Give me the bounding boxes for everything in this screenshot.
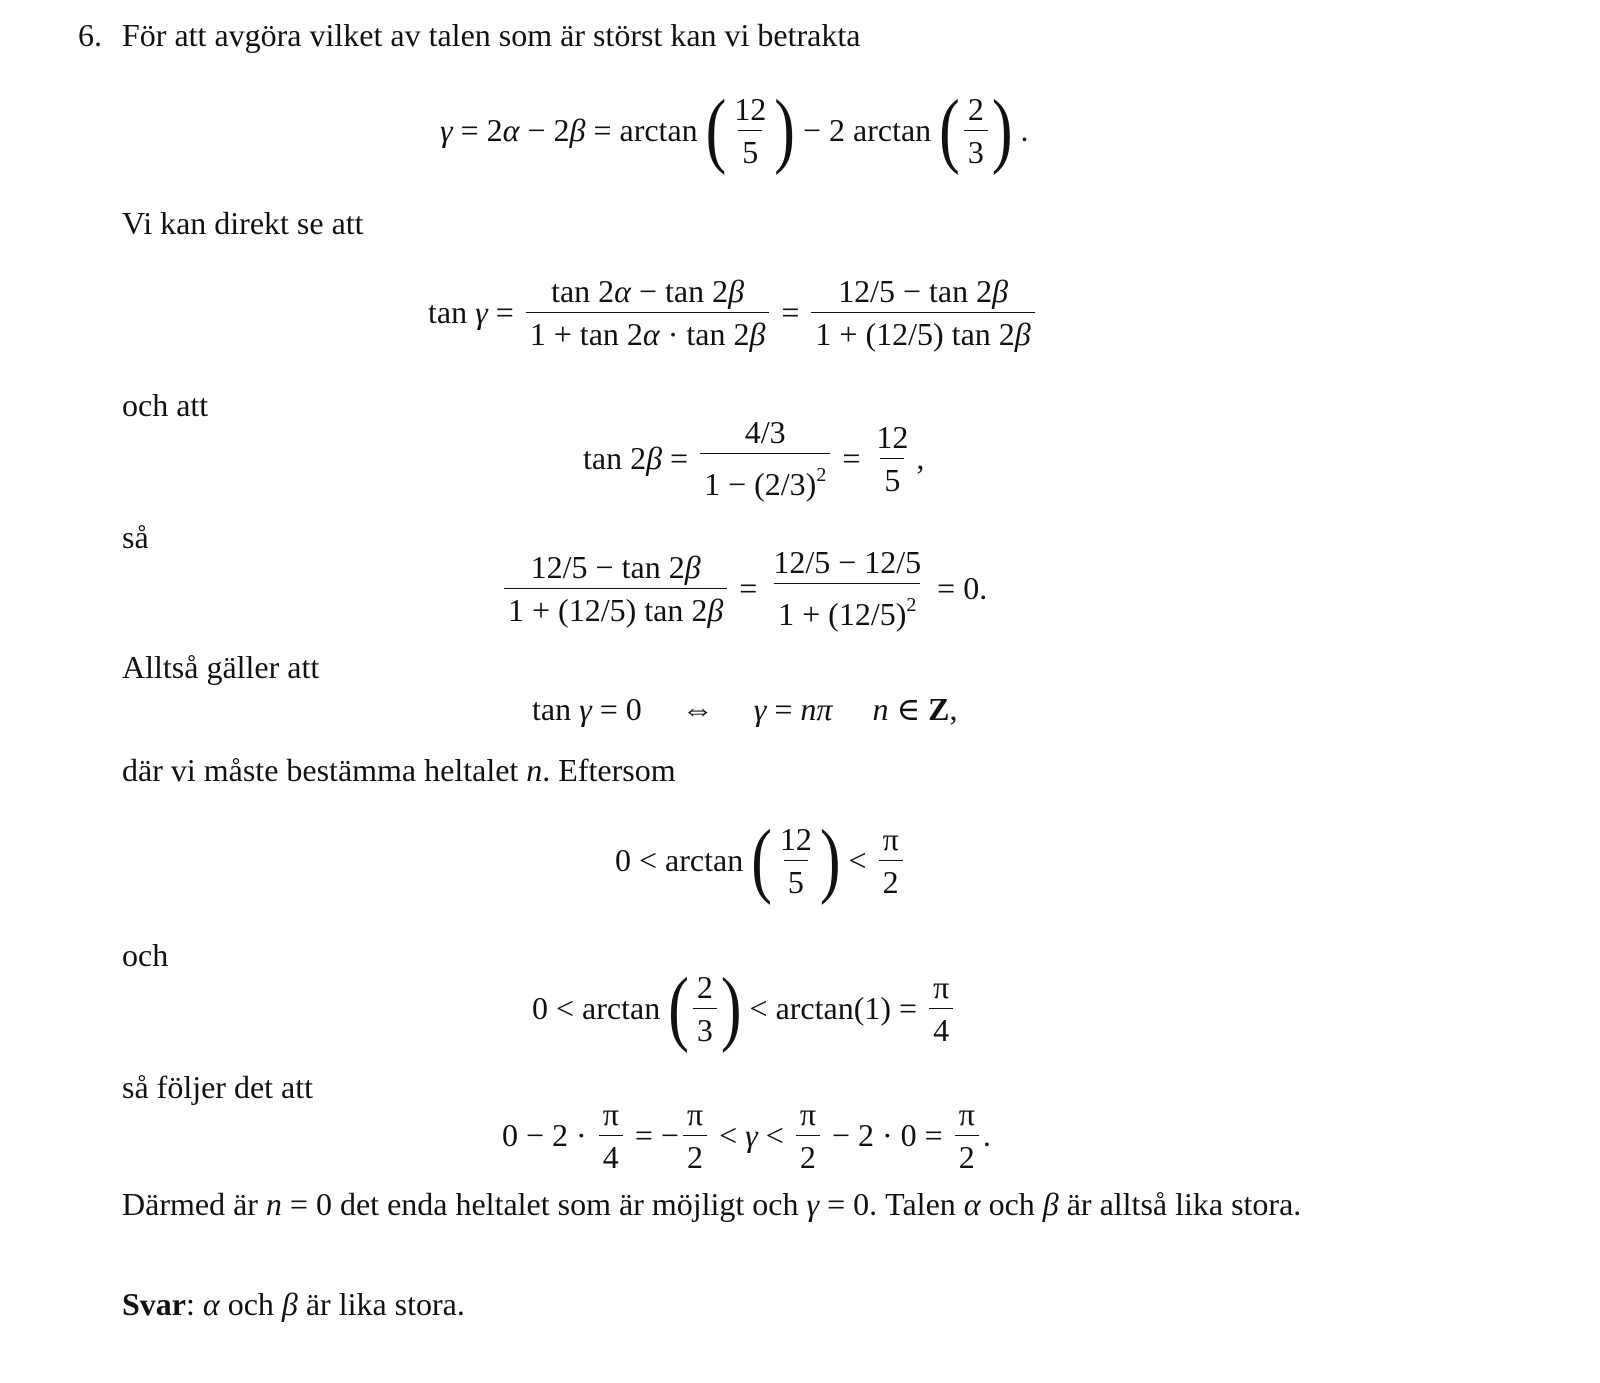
math-variable: α: [963, 1186, 981, 1222]
numerator: [693, 970, 717, 1008]
math-text: = 0.: [929, 569, 988, 606]
math-text: = 0 det enda heltalet som är möjligt och: [281, 1186, 807, 1222]
math-variable: γ: [745, 1116, 758, 1153]
math-text: tan: [532, 690, 580, 727]
fraction: [776, 822, 816, 899]
numerator: [796, 1097, 820, 1135]
fraction: [730, 92, 770, 169]
math-text: π: [602, 1095, 619, 1132]
intro-text: [122, 14, 860, 57]
math-text: ,: [916, 439, 925, 476]
numerator: [769, 545, 925, 583]
math-text: . Eftersom: [542, 752, 676, 788]
math-text: = 0. Talen: [819, 1186, 964, 1222]
equation-zero-result: [500, 528, 987, 648]
math-variable: α: [642, 315, 660, 352]
math-text: <: [711, 1116, 746, 1153]
text-och: [122, 934, 168, 977]
math-variable: α: [202, 1286, 220, 1322]
text-och-att: [122, 384, 208, 427]
math-text: − tan 2: [630, 272, 729, 309]
math-text: Vi kan direkt se att: [122, 205, 364, 241]
parenthesized-fraction: [668, 962, 742, 1054]
math-variable: γ: [753, 690, 767, 727]
text-sa-foljer: [122, 1066, 313, 1109]
denominator: [955, 1135, 979, 1174]
math-text: Alltså gäller att: [122, 649, 320, 685]
numerator: [683, 1097, 707, 1135]
math-text: − 2 arctan: [794, 111, 940, 148]
math-text: 4: [602, 1138, 619, 1175]
fraction: [872, 420, 912, 497]
fraction: [693, 970, 717, 1047]
equation-gamma-bounds: [502, 1075, 991, 1195]
math-text: π: [933, 968, 950, 1005]
left-paren: (: [668, 962, 689, 1054]
denominator: [796, 1135, 820, 1174]
math-text: är lika stora.: [297, 1286, 465, 1322]
math-variable: β: [749, 315, 766, 352]
fraction: [700, 415, 830, 501]
superscript: 2: [906, 594, 917, 616]
bold-text: Z: [928, 690, 950, 727]
math-variable: n: [872, 690, 889, 727]
fraction: [599, 1097, 623, 1174]
fraction: [879, 822, 903, 899]
math-text: 0 < arctan: [615, 841, 752, 878]
math-text: 12/5 − 12/5: [773, 544, 922, 580]
problem-number: 6.: [78, 17, 102, 53]
math-variable: α: [614, 272, 631, 309]
left-paren: (: [939, 84, 960, 176]
math-text: .: [1012, 111, 1029, 148]
denominator: [879, 860, 903, 899]
math-text: 1 + (12/5) tan 2: [508, 591, 708, 628]
math-text: så följer det att: [122, 1069, 314, 1105]
denominator: [929, 1008, 953, 1047]
denominator: [526, 312, 770, 351]
math-text: 5: [884, 461, 901, 498]
math-text: =: [731, 569, 766, 606]
math-text: <: [757, 1116, 792, 1153]
equation-tan-gamma: [428, 252, 1039, 372]
math-text: 1 + tan 2: [529, 315, 643, 352]
fraction: [955, 1097, 979, 1174]
superscript: 2: [816, 464, 827, 486]
math-text: Därmed är: [122, 1186, 266, 1222]
numerator: [872, 420, 912, 458]
denominator: [693, 1008, 717, 1047]
math-text: = arctan: [585, 111, 706, 148]
math-text: =: [662, 439, 697, 476]
denominator: [700, 453, 830, 501]
math-text: [832, 691, 872, 728]
math-text: 12: [734, 90, 767, 127]
math-text: 0 − 2 ·: [502, 1116, 595, 1153]
fraction: [504, 550, 727, 627]
math-text: ,: [949, 690, 958, 727]
math-text: 2: [696, 968, 713, 1005]
math-variable: β: [684, 548, 701, 585]
numerator: [929, 970, 953, 1008]
denominator: [964, 130, 988, 169]
math-text: 2: [799, 1138, 816, 1175]
math-text: = −: [626, 1116, 679, 1153]
math-text: <: [840, 841, 875, 878]
math-text: π: [686, 1095, 704, 1132]
fraction: [769, 545, 925, 631]
equation-gamma-definition: [440, 70, 1028, 190]
equation-tan-2beta: [583, 398, 924, 518]
math-variable: β: [728, 272, 745, 309]
numerator: [955, 1097, 979, 1135]
text-vi-kan-direkt: [122, 202, 364, 245]
math-text: 3: [967, 133, 984, 170]
fraction: [526, 274, 770, 351]
math-text: 1 + (12/5) tan 2: [815, 315, 1015, 352]
math-variable: β: [1042, 1186, 1059, 1222]
text-dar-vi: [122, 749, 676, 792]
math-variable: n: [265, 1186, 282, 1222]
numerator: [834, 274, 1012, 312]
math-text: 12/5 − tan 2: [838, 272, 993, 309]
math-variable: γ: [579, 690, 592, 727]
denominator: [880, 458, 904, 497]
right-paren: ): [819, 814, 841, 906]
conclusion-text: [122, 1183, 1452, 1226]
math-text: 12: [779, 820, 812, 857]
denominator: [504, 588, 727, 627]
math-text: och: [122, 937, 169, 973]
math-text: π: [882, 820, 899, 857]
left-paren: (: [705, 84, 727, 176]
numerator: [599, 1097, 623, 1135]
denominator: [774, 583, 920, 631]
math-text: 1 − (2/3): [704, 466, 817, 502]
denominator: [738, 130, 762, 169]
bold-text: Svar: [122, 1286, 186, 1322]
math-text: π: [958, 1095, 975, 1132]
fraction: [964, 92, 988, 169]
right-paren: ): [774, 84, 795, 176]
fraction: [811, 274, 1034, 351]
numerator: [547, 274, 748, 312]
numerator: [741, 415, 790, 453]
math-text: För att avgöra vilket av talen som är störst kan vi betrakta: [122, 17, 861, 53]
left-paren: (: [751, 814, 772, 906]
math-text: .: [982, 1116, 991, 1153]
math-text: 1 + (12/5): [778, 596, 907, 632]
math-variable: γ: [806, 1186, 820, 1222]
parenthesized-fraction: [939, 84, 1013, 176]
math-text: tan 2: [583, 439, 647, 476]
denominator: [811, 312, 1034, 351]
math-text: 2: [958, 1138, 975, 1175]
math-text: − 2: [519, 111, 570, 148]
math-text: · tan 2: [659, 315, 750, 352]
math-text: − 2 · 0 =: [823, 1116, 951, 1153]
math-text: π: [799, 1095, 816, 1132]
numerator: [964, 92, 988, 130]
parenthesized-fraction: [751, 814, 841, 906]
math-text: =: [487, 293, 522, 330]
math-variable: β: [646, 439, 663, 476]
math-text: 12/5 − tan 2: [530, 548, 685, 585]
math-text: och att: [122, 387, 209, 423]
fraction: [796, 1097, 820, 1174]
math-text: 0 < arctan: [532, 989, 669, 1026]
math-text: 2: [882, 863, 899, 900]
math-text: =: [834, 439, 869, 476]
text-sa: [122, 516, 149, 559]
math-variable: nπ: [800, 690, 833, 727]
denominator: [784, 860, 808, 899]
math-variable: β: [569, 111, 586, 148]
math-text: = 0 ⇔: [591, 690, 754, 727]
denominator: [683, 1135, 707, 1174]
right-paren: ): [720, 962, 742, 1054]
numerator: [730, 92, 770, 130]
math-text: 12: [876, 418, 909, 455]
math-text: < arctan(1) =: [741, 989, 926, 1026]
math-variable: β: [281, 1286, 298, 1322]
numerator: [879, 822, 903, 860]
equation-arctan-12-5-bound: [615, 800, 907, 920]
math-text: 2: [687, 1138, 704, 1175]
math-variable: γ: [440, 111, 453, 148]
text-alltsa: [122, 646, 319, 689]
math-text: tan: [428, 293, 476, 330]
math-text: 5: [742, 133, 759, 170]
math-text: 4: [933, 1011, 950, 1048]
equation-arctan-2-3-bound: [532, 948, 957, 1068]
math-text: och: [980, 1186, 1043, 1222]
math-text: :: [186, 1286, 203, 1322]
math-variable: α: [502, 111, 520, 148]
math-text: 2: [967, 90, 984, 127]
math-text: är alltså lika stora.: [1058, 1186, 1302, 1222]
answer-text: [122, 1283, 465, 1326]
math-text: =: [773, 293, 808, 330]
math-variable: β: [992, 272, 1009, 309]
math-text: 4/3: [744, 414, 786, 450]
math-text: tan 2: [551, 272, 615, 309]
math-text: = 2: [452, 111, 503, 148]
math-variable: n: [526, 752, 543, 788]
math-text: så: [122, 519, 149, 555]
fraction: [683, 1097, 707, 1174]
parenthesized-fraction: [705, 84, 795, 176]
math-variable: β: [707, 591, 724, 628]
math-variable: β: [1014, 315, 1031, 352]
math-text: =: [766, 690, 801, 727]
numerator: [776, 822, 816, 860]
math-text: 3: [696, 1011, 713, 1048]
math-text: och: [219, 1286, 282, 1322]
math-text: 5: [787, 863, 804, 900]
numerator: [527, 550, 705, 588]
math-text: ∈: [888, 691, 929, 727]
math-text: där vi måste bestämma heltalet: [122, 752, 527, 788]
denominator: [599, 1135, 623, 1174]
math-variable: γ: [475, 293, 488, 330]
fraction: [929, 970, 953, 1047]
right-paren: ): [991, 84, 1013, 176]
